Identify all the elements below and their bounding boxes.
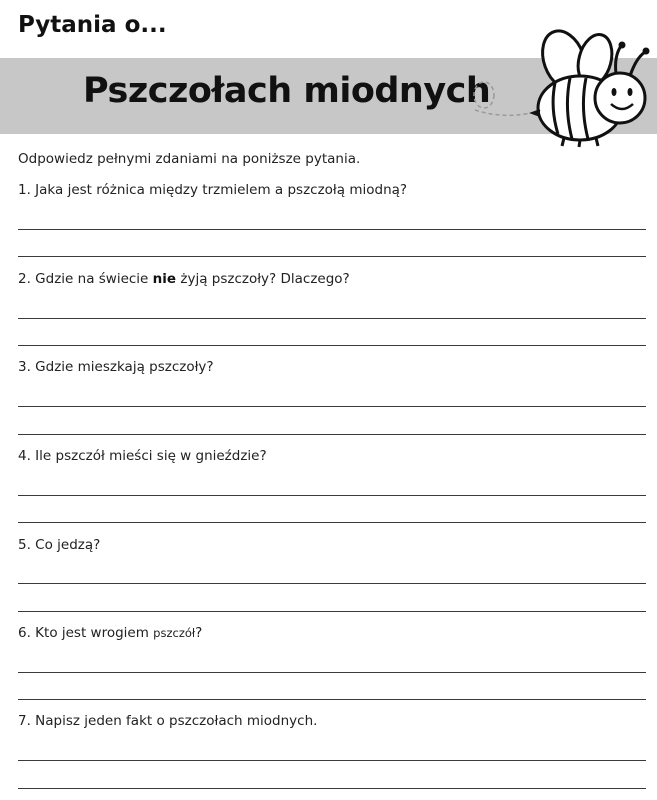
question-2-emphasis: nie xyxy=(152,271,177,287)
question-4: 4. Ile pszczół mieści się w gnieździe? xyxy=(18,448,267,464)
answer-line[interactable] xyxy=(18,583,646,584)
bee-icon xyxy=(440,18,657,148)
answer-line[interactable] xyxy=(18,672,646,673)
answer-line[interactable] xyxy=(18,256,646,257)
answer-line[interactable] xyxy=(18,611,646,612)
answer-line[interactable] xyxy=(18,318,646,319)
answer-line[interactable] xyxy=(18,229,646,230)
question-3: 3. Gdzie mieszkają pszczoły? xyxy=(18,359,214,375)
answer-line[interactable] xyxy=(18,406,646,407)
question-5: 5. Co jedzą? xyxy=(18,537,101,553)
worksheet-title: Pszczołach miodnych xyxy=(83,71,491,111)
answer-line[interactable] xyxy=(18,345,646,346)
question-2-text-start: 2. Gdzie na świecie xyxy=(18,271,153,287)
answer-line[interactable] xyxy=(18,699,646,700)
worksheet-pretitle: Pytania o... xyxy=(18,12,167,38)
answer-line[interactable] xyxy=(18,522,646,523)
question-7: 7. Napisz jeden fakt o pszczołach miodnych. xyxy=(18,713,318,729)
question-6-text-end: ? xyxy=(195,625,203,641)
question-6-small-word: pszczół xyxy=(153,626,196,640)
question-2 xyxy=(18,271,638,287)
answer-line[interactable] xyxy=(18,788,646,789)
instruction-text: Odpowiedz pełnymi zdaniami na poniższe pytania. xyxy=(18,151,361,167)
question-6 xyxy=(18,625,638,641)
question-1: 1. Jaka jest różnica między trzmielem a pszczołą miodną? xyxy=(18,182,408,198)
answer-line[interactable] xyxy=(18,495,646,496)
question-6-text-start: 6. Kto jest wrogiem xyxy=(18,625,154,641)
answer-line[interactable] xyxy=(18,434,646,435)
question-2-text-end: żyją pszczoły? Dlaczego? xyxy=(176,271,350,287)
answer-line[interactable] xyxy=(18,760,646,761)
